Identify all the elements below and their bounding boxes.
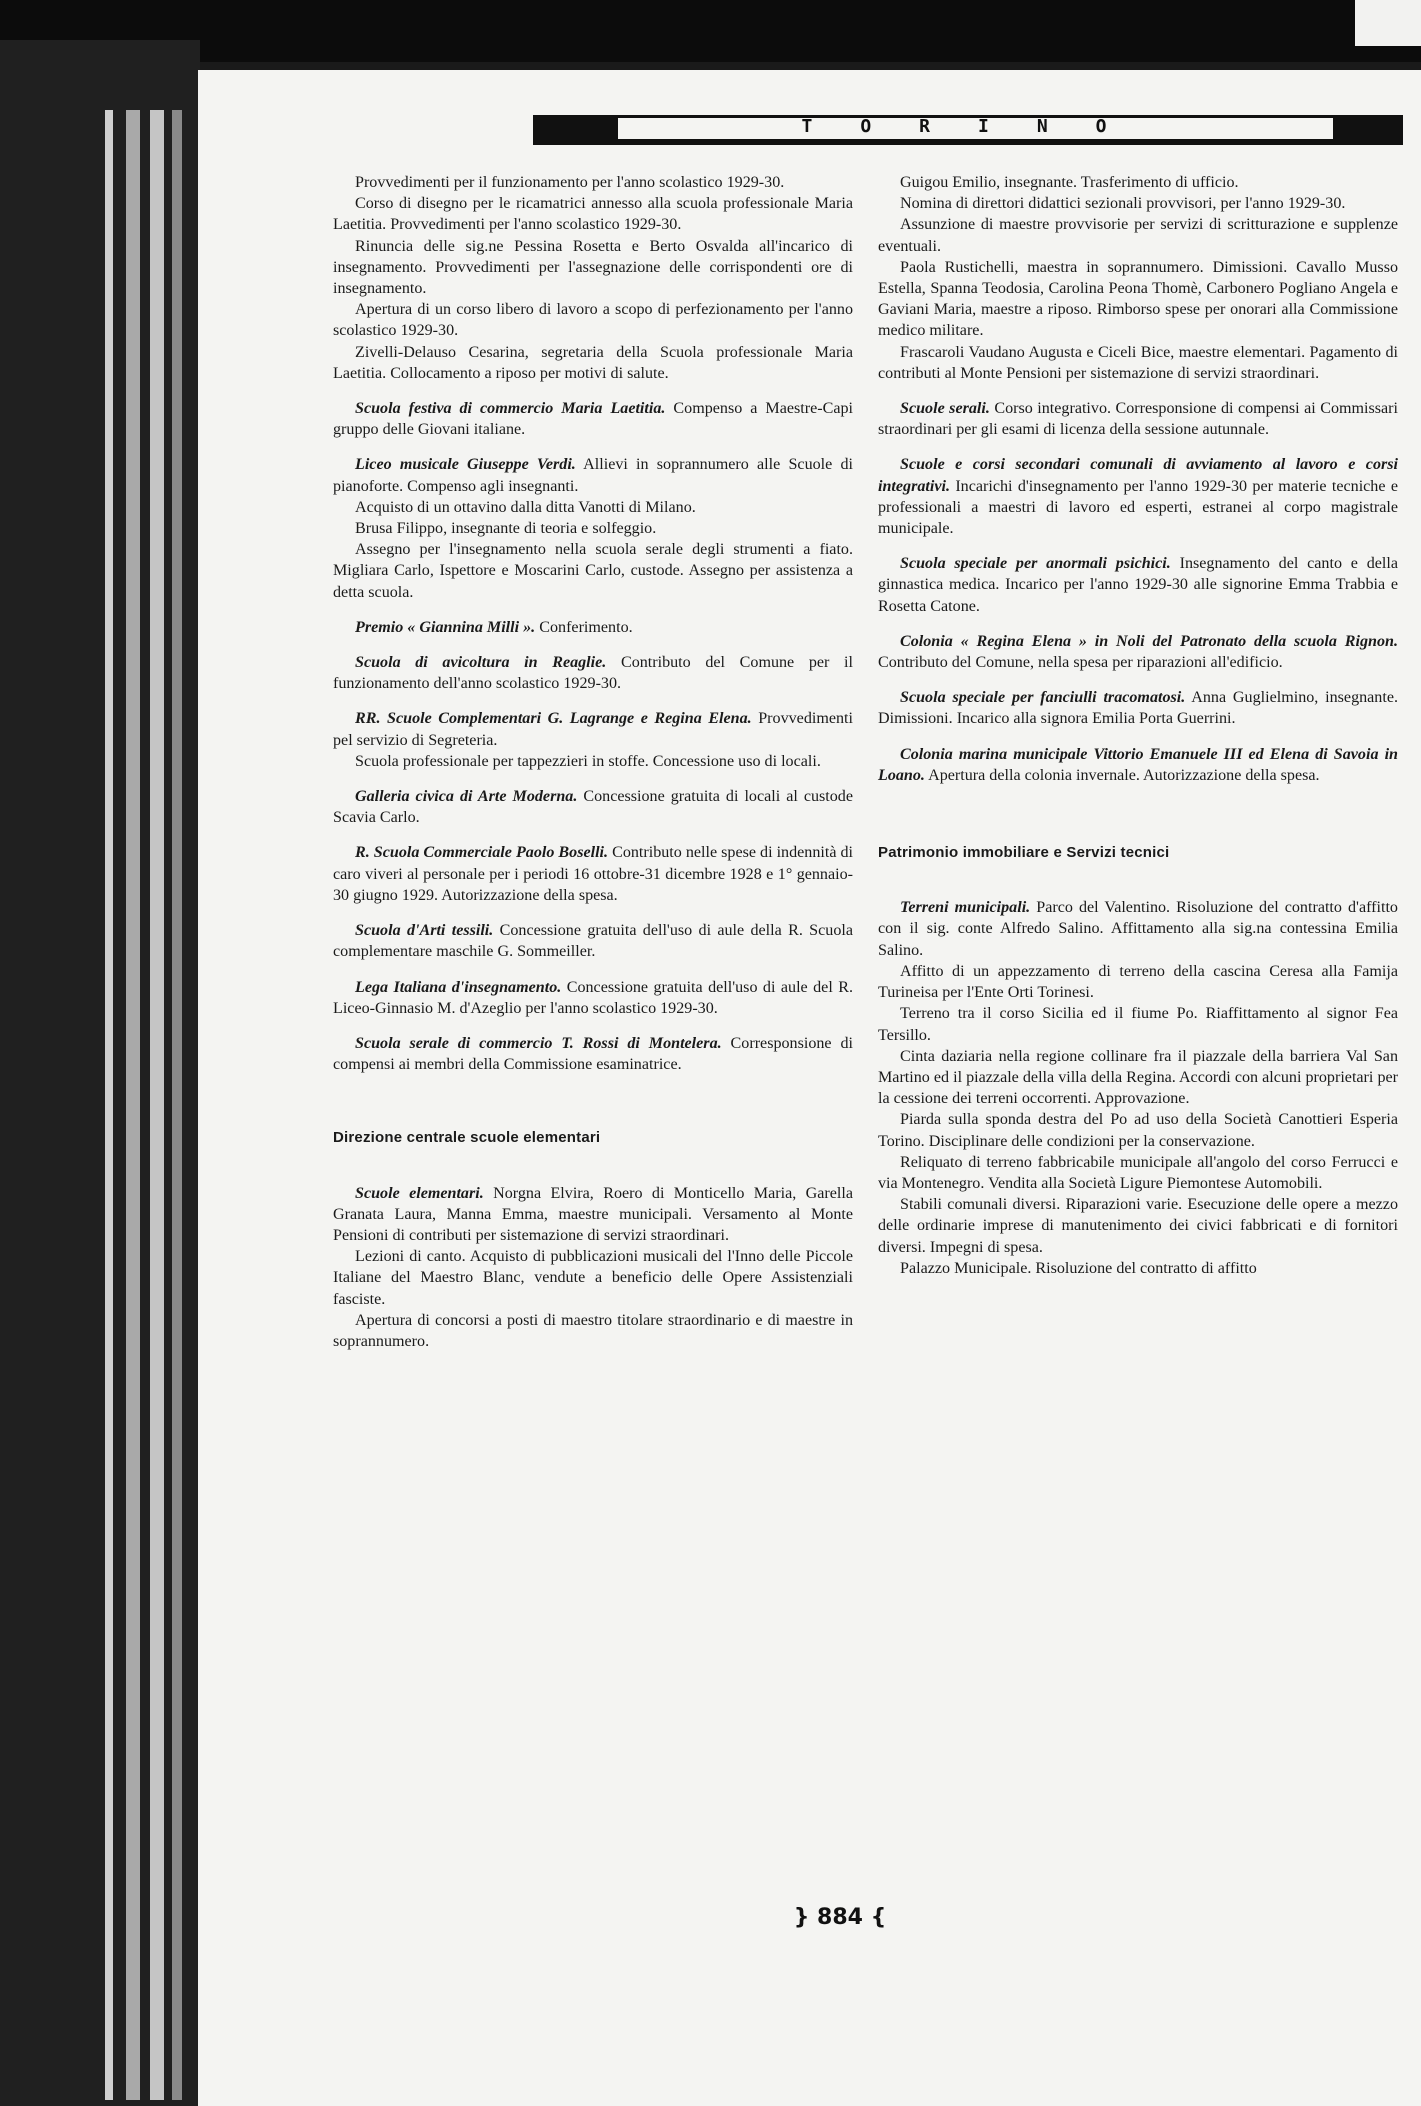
entry-heading: Scuole e corsi secondari comunali di avviamento al lavoro e corsi integrativi. (878, 456, 1398, 495)
entry-heading: Scuole elementari. (355, 1184, 484, 1202)
page-number-ornament-right: { (870, 1905, 887, 1930)
left-entries (333, 172, 853, 1075)
entry-text: Apertura di concorsi a posti di maestro titolare straordinario e di maestre in soprannumero. (333, 1311, 853, 1350)
entry-text: Provvedimenti pel servizio di Segreteria. (333, 710, 853, 749)
entry-text: Assunzione di maestre provvisorie per servizi di scritturazione e supplenze eventuali. (878, 216, 1398, 255)
entry-text: Lezioni di canto. Acquisto di pubblicazioni musicali del l'Inno delle Piccole Italiane del Maestro Blanc, vendute a beneficio delle Opere Assistenziali fasciste. (333, 1248, 853, 1308)
entry-paragraph (878, 553, 1398, 617)
entry-paragraph (333, 236, 853, 300)
entry-heading: Scuola serale di commercio T. Rossi di Montelera. (355, 1034, 722, 1052)
entry-heading: RR. Scuole Complementari G. Lagrange e Regina Elena. (355, 710, 752, 728)
entry-text: Terreno tra il corso Sicilia ed il fiume Po. Riaffittamento al signor Fea Tersillo. (878, 1005, 1398, 1044)
entry-text: Contributo nelle spese di indennità di caro viveri al personale per i periodi 16 ottobre-31 dicembre 1928 e 1° gennaio-30 giugno 1929. Autorizzazione della spesa. (333, 844, 854, 904)
entry-heading: Galleria civica di Arte Moderna. (355, 788, 578, 806)
entry-text: Concessione gratuita di locali al custode Scavia Carlo. (333, 788, 853, 827)
entry-paragraph (878, 454, 1398, 539)
right-section-entries (878, 897, 1398, 1279)
entry-paragraph (333, 518, 853, 539)
entry-text: Anna Guglielmino, insegnante. Dimissioni. Incarico alla signora Emilia Porta Guerrini. (878, 689, 1398, 728)
entry-heading: Terreni municipali. (900, 899, 1031, 917)
entry-text: Guigou Emilio, insegnante. Trasferimento di ufficio. (900, 174, 1239, 191)
entry-heading: Colonia marina municipale Vittorio Emanuele III ed Elena di Savoia in Loano. (878, 745, 1398, 784)
entry-paragraph (333, 786, 853, 828)
entry-text: Reliquato di terreno fabbricabile municipale all'angolo del corso Ferrucci e via Montenegro. Vendita alla Società Ligure Piemontese Automobili. (878, 1153, 1398, 1192)
entry-paragraph (333, 842, 853, 906)
right-entries (878, 172, 1398, 786)
entry-text: Parco del Valentino. Risoluzione del contratto d'affitto con il sig. conte Alfredo Salino. Affittamento alla sig.na contessina Emilia Salino. (878, 899, 1398, 959)
page-edge (150, 110, 164, 2100)
entry-paragraph (333, 1183, 853, 1247)
left-column (333, 172, 853, 1352)
entry-heading: Scuola d'Arti tessili. (355, 922, 494, 940)
entry-paragraph (333, 617, 853, 638)
entry-text: Frascaroli Vaudano Augusta e Ciceli Bice, maestre elementari. Pagamento di contributi al Monte Pensioni per sistemazione di servizi straordinari. (878, 343, 1398, 382)
entry-paragraph (333, 539, 853, 603)
entry-text: Incarichi d'insegnamento per l'anno 1929-30 per materie tecniche e professionali a maestri di lavoro ed esperti, estranei al corpo magistrale municipale. (878, 477, 1398, 538)
entry-text: Apertura di un corso libero di lavoro a scopo di perfezionamento per l'anno scolastico 1929-30. (333, 301, 853, 340)
entry-text: Contributo del Comune per il funzionamento dell'anno scolastico 1929-30. (333, 654, 853, 693)
entry-heading: Lega Italiana d'insegnamento. (355, 978, 562, 996)
entry-paragraph (333, 193, 853, 235)
entry-text: Insegnamento del canto e della ginnastica medica. Incarico per l'anno 1929-30 alle signorine Emma Trabbia e Rosetta Catone. (878, 555, 1399, 615)
entry-paragraph (878, 193, 1398, 214)
entry-paragraph (878, 1109, 1398, 1151)
entry-paragraph (878, 744, 1398, 786)
section-title-direzione: Direzione centrale scuole elementari (333, 1129, 601, 1147)
entry-text: Corso integrativo. Corresponsione di compensi ai Commissari straordinari per gli esami di licenza della sessione autunnale. (878, 400, 1399, 439)
scan-top-band (0, 0, 1421, 62)
entry-text: Concessione gratuita dell'uso di aule della R. Scuola complementare maschile G. Sommeiller. (333, 922, 853, 961)
entry-paragraph (878, 214, 1398, 256)
entry-text: Concessione gratuita dell'uso di aule del R. Liceo-Ginnasio M. d'Azeglio per l'anno scolastico 1929-30. (333, 978, 853, 1017)
entry-text: Nomina di direttori didattici sezionali provvisori, per l'anno 1929-30. (900, 195, 1346, 213)
entry-paragraph (333, 172, 853, 193)
page-edge (126, 110, 140, 2100)
running-head-title: TORINO (801, 116, 1155, 137)
page-number-ornament-left: } (793, 1905, 810, 1930)
entry-text: Compenso a Maestre-Capi gruppo delle Giovani italiane. (333, 400, 853, 439)
entry-text: Conferimento. (539, 618, 633, 636)
entry-paragraph (333, 398, 853, 440)
page-number (790, 1905, 890, 1930)
entry-text: Contributo del Comune, nella spesa per riparazioni all'edificio. (878, 654, 1283, 672)
entry-heading: Premio « Giannina Milli ». (355, 618, 536, 636)
entry-heading: R. Scuola Commerciale Paolo Boselli. (355, 844, 609, 862)
right-column (878, 172, 1398, 1279)
entry-text: Paola Rustichelli, maestra in soprannumero. Dimissioni. Cavallo Musso Estella, Spanna Teodosia, Carolina Peona Thomè, Carbonero Pogliano Angela e Gaviani Maria, maestre a riposo. Rimborso spese per onorari alla Commissione medico militare. (878, 258, 1398, 340)
entry-paragraph (878, 631, 1398, 673)
entry-text: Norgna Elvira, Roero di Monticello Maria, Garella Granata Laura, Manna Emma, maestre municipali. Versamento al Monte Pensioni di contributi per sistemazione di servizi straordinari. (333, 1184, 853, 1244)
entry-paragraph (878, 961, 1398, 1003)
entry-paragraph (878, 1152, 1398, 1194)
section-title-patrimonio: Patrimonio immobiliare e Servizi tecnici (878, 844, 1170, 862)
entry-paragraph (333, 342, 853, 384)
entry-paragraph (333, 299, 853, 341)
entry-paragraph (878, 172, 1398, 193)
entry-heading: Liceo musicale Giuseppe Verdi. (355, 456, 576, 474)
entry-paragraph (878, 1194, 1398, 1258)
scan-left-shadow (0, 40, 200, 2106)
page-edge (105, 110, 113, 2100)
entry-paragraph (878, 1258, 1398, 1279)
scan-top-corner (1355, 0, 1421, 46)
entry-text: Corso di disegno per le ricamatrici annesso alla scuola professionale Maria Laetitia. Provvedimenti per l'anno scolastico 1929-30. (333, 195, 853, 234)
entry-paragraph (333, 497, 853, 518)
entry-text: Rinuncia delle sig.ne Pessina Rosetta e Berto Osvalda all'incarico di insegnamento. Provvedimenti per l'assegnazione delle corrispondenti ore di insegnamento. (333, 237, 853, 298)
entry-heading: Scuole serali. (900, 400, 990, 418)
entry-text: Palazzo Municipale. Risoluzione del contratto di affitto (900, 1259, 1257, 1277)
entry-paragraph (333, 1033, 853, 1075)
entry-text: Piarda sulla sponda destra del Po ad uso della Società Canottieri Esperia Torino. Disciplinare delle condizioni per la conservazione. (878, 1111, 1398, 1150)
entry-text: Allievi in soprannumero alle Scuole di pianoforte. Compenso agli insegnanti. (333, 456, 853, 495)
entry-text: Corresponsione di compensi ai membri della Commissione esaminatrice. (333, 1034, 853, 1074)
entry-heading: Colonia « Regina Elena » in Noli del Patronato della scuola Rignon. (900, 632, 1398, 650)
entry-heading: Scuola speciale per anormali psichici. (900, 555, 1171, 573)
entry-heading: Scuola di avicoltura in Reaglie. (355, 654, 607, 672)
entry-heading: Scuola festiva di commercio Maria Laetitia. (355, 400, 666, 418)
entry-paragraph (878, 687, 1398, 729)
entry-paragraph (878, 398, 1398, 440)
entry-paragraph (878, 257, 1398, 342)
entry-text: Acquisto di un ottavino dalla ditta Vanotti di Milano. (355, 498, 696, 516)
entry-heading: Scuola speciale per fanciulli tracomatosi. (900, 689, 1186, 707)
running-header (533, 115, 1403, 145)
entry-paragraph (333, 1246, 853, 1310)
entry-text: Cinta daziaria nella regione collinare fra il piazzale della barriera Val San Martino ed il piazzale della villa della Regina. Accordi con alcuni proprietari per la cessione dei terreni occorrenti. Approvazione. (878, 1047, 1398, 1108)
page-number-value: 884 (817, 1905, 863, 1930)
entry-paragraph (878, 1003, 1398, 1045)
entry-paragraph (333, 920, 853, 962)
entry-paragraph (333, 977, 853, 1019)
entry-paragraph (333, 652, 853, 694)
left-section-entries (333, 1183, 853, 1353)
page-edge (172, 110, 182, 2100)
header-ornament-left (533, 118, 618, 139)
entry-paragraph (333, 454, 853, 496)
entry-paragraph (333, 751, 853, 772)
document-page (198, 70, 1421, 2106)
entry-text: Scuola professionale per tappezzieri in stoffe. Concessione uso di locali. (355, 752, 821, 770)
entry-text: Affitto di un appezzamento di terreno della cascina Ceresa alla Famija Turineisa per l'Ente Orti Torinesi. (878, 962, 1398, 1002)
entry-text: Brusa Filippo, insegnante di teoria e solfeggio. (355, 520, 657, 538)
entry-paragraph (878, 1046, 1398, 1110)
entry-paragraph (878, 342, 1398, 384)
entry-text: Stabili comunali diversi. Riparazioni varie. Esecuzione delle opere a mezzo delle ordinarie imprese di manutenimento dei civici fabbricati e di fornitori diversi. Impegni di spesa. (878, 1196, 1398, 1256)
entry-text: Provvedimenti per il funzionamento per l'anno scolastico 1929-30. (355, 174, 785, 191)
entry-paragraph (878, 897, 1398, 961)
entry-text: Assegno per l'insegnamento nella scuola serale degli strumenti a fiato. Migliara Carlo, Ispettore e Moscarini Carlo, custode. Assegno per assistenza a detta scuola. (333, 541, 853, 601)
entry-text: Zivelli-Delauso Cesarina, segretaria della Scuola professionale Maria Laetitia. Collocamento a riposo per motivi di salute. (333, 343, 853, 382)
entry-text: Apertura della colonia invernale. Autorizzazione della spesa. (928, 766, 1320, 784)
entry-paragraph (333, 1310, 853, 1352)
entry-paragraph (333, 708, 853, 750)
header-ornament-right (1333, 118, 1403, 139)
